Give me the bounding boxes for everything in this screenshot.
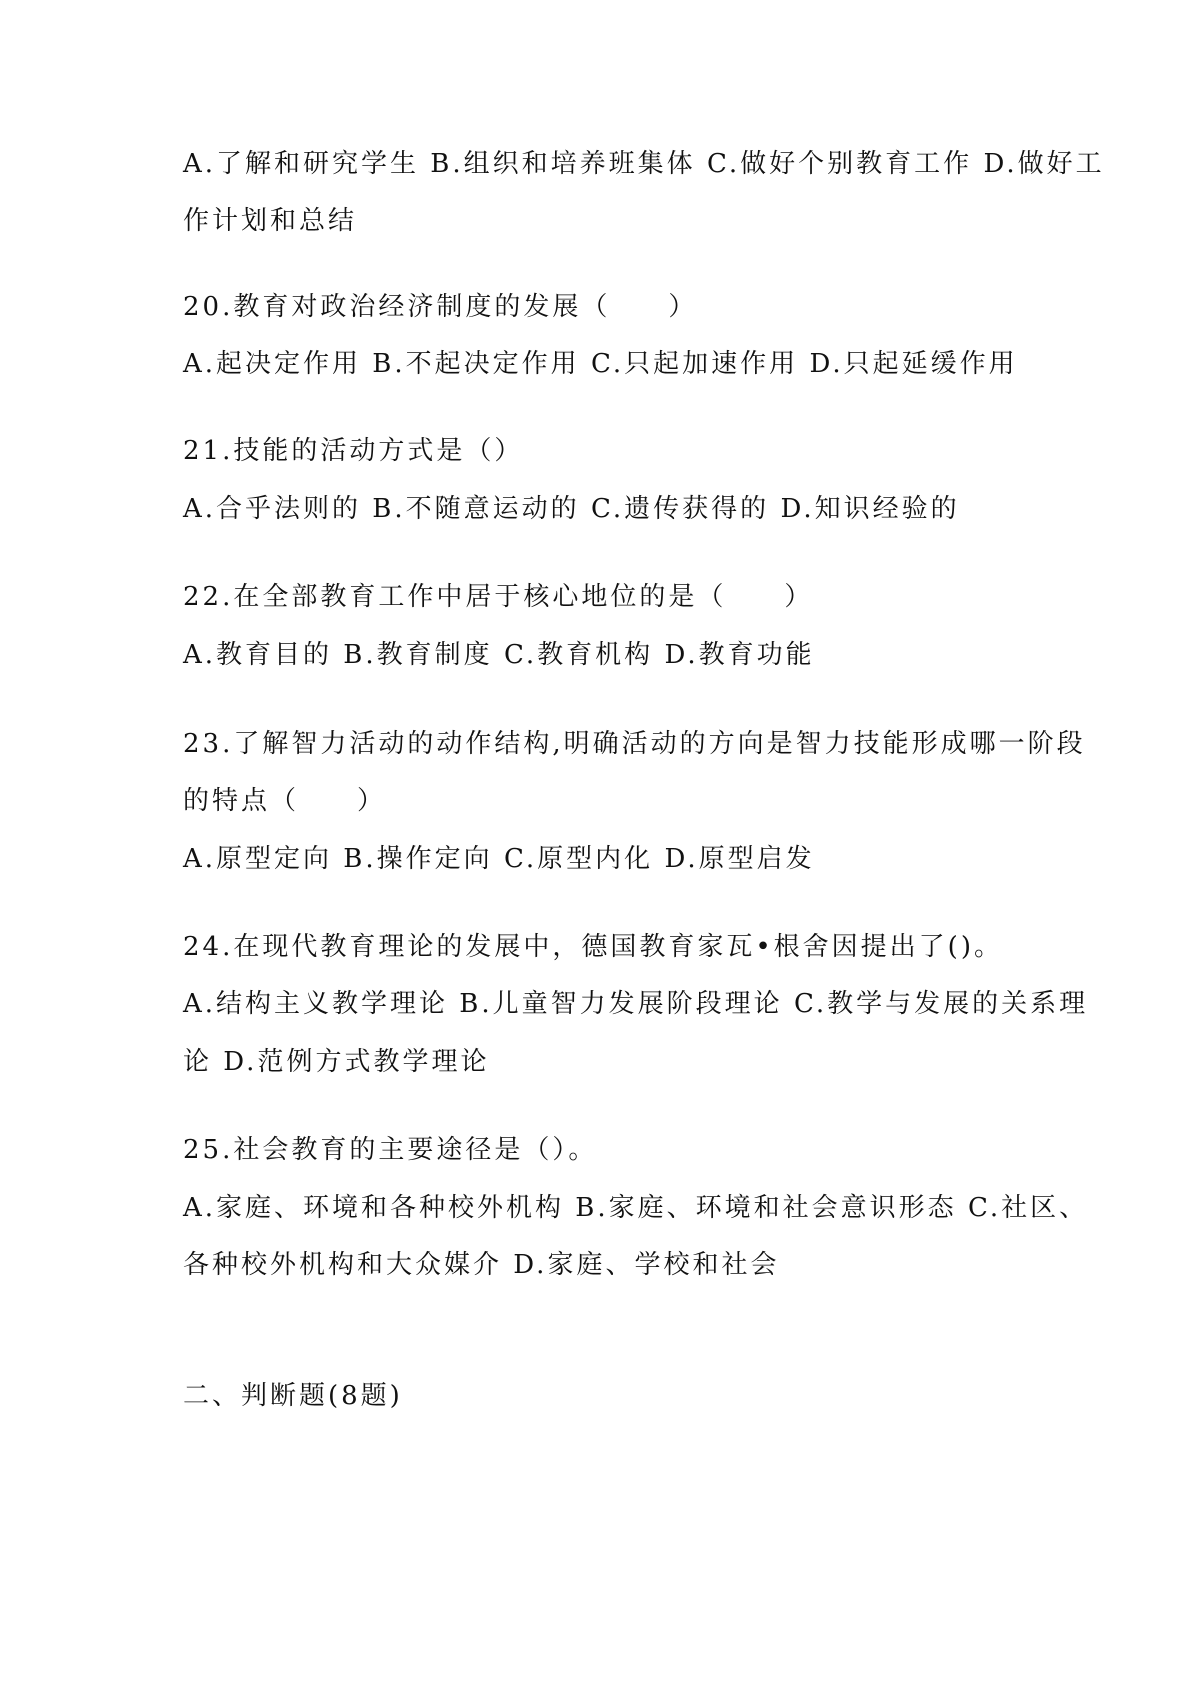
q23-stem-line1: 23.了解智力活动的动作结构,明确活动的方向是智力技能形成哪一阶段	[183, 729, 1086, 759]
q19-options-line2: 作计划和总结	[183, 206, 358, 236]
section-heading: 二、判断题(8题)	[183, 1381, 403, 1411]
q20-options: A.起决定作用 B.不起决定作用 C.只起加速作用 D.只起延缓作用	[183, 349, 1018, 379]
q21-options: A.合乎法则的 B.不随意运动的 C.遗传获得的 D.知识经验的	[183, 494, 960, 524]
q24-stem: 24.在现代教育理论的发展中，德国教育家瓦•根舍因提出了()。	[183, 932, 1003, 962]
q23-options: A.原型定向 B.操作定向 C.原型内化 D.原型启发	[183, 844, 815, 874]
q22-options: A.教育目的 B.教育制度 C.教育机构 D.教育功能	[183, 640, 815, 670]
q21-stem: 21.技能的活动方式是（）	[183, 436, 524, 466]
q20-stem: 20.教育对政治经济制度的发展（ ）	[183, 292, 698, 322]
q23-stem-line2: 的特点（ ）	[183, 786, 387, 816]
q22-stem: 22.在全部教育工作中居于核心地位的是（ ）	[183, 582, 814, 612]
q24-options-line2: 论 D.范例方式教学理论	[183, 1047, 490, 1077]
q25-stem: 25.社会教育的主要途径是（）。	[183, 1135, 598, 1165]
q24-options-line1: A.结构主义教学理论 B.儿童智力发展阶段理论 C.教学与发展的关系理	[183, 989, 1089, 1019]
q19-options-line1: A.了解和研究学生 B.组织和培养班集体 C.做好个别教育工作 D.做好工	[183, 149, 1105, 179]
q25-options-line1: A.家庭、环境和各种校外机构 B.家庭、环境和社会意识形态 C.社区、	[183, 1193, 1089, 1223]
q25-options-line2: 各种校外机构和大众媒介 D.家庭、学校和社会	[183, 1250, 780, 1280]
